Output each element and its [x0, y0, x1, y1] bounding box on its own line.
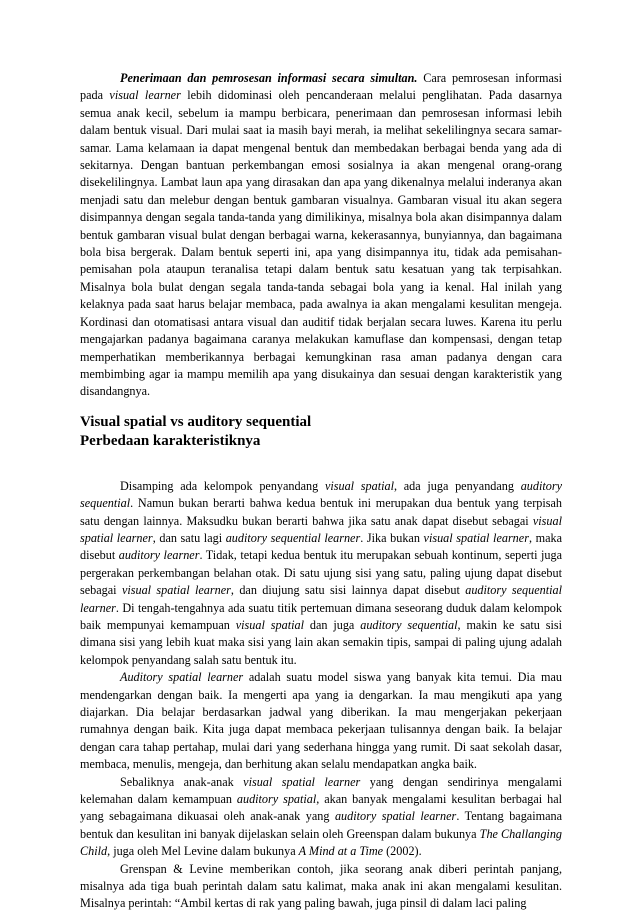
spacer: [80, 451, 562, 478]
section-subheading: Perbedaan karakteristiknya: [80, 432, 261, 449]
paragraph-auditory-learner: Auditory spatial learner adalah suatu model siswa yang banyak kita temui. Dia mau mendengarkan dengan baik. Ia mengerti apa yang ia dengarkan. Ia mau mengikuti apa yang diajarkan. Dia belajar berdasarkan jadwal yang diberikan. Ia mau mengerjakan pekerjaan rumahnya dengan baik. Kita juga dapat membaca pekerjaan tulisannya dengan baik. Ia belajar dengan cara tahap pertahap, mulai dari yang sederhana hingga yang rumit. Di saat sekolah dasar, membaca, menulis, mengeja, dan berhitung akan selalu mendapatkan angka baik.: [80, 670, 562, 772]
paragraph-continuum: Disamping ada kelompok penyandang visual spatial, ada juga penyandang auditory sequential. Namun bukan berarti bahwa kedua bentuk ini merupakan dua bentuk yang terpisah satu dengan lainnya. Maksudku bukan berarti bahwa jika satu anak dapat disebut sebagai visual spatial learner, dan satu lagi auditory sequential learner. Jika bukan visual spatial learner, maka disebut auditory learner. Tidak, tetapi kedua bentuk itu merupakan sebuah kontinum, seperti juga pergerakan perkembangan belahan otak. Di satu ujung sisi yang satu, paling ujung dapat disebut sebagai visual spatial learner, dan diujung satu sisi lainnya dapat disebut auditory sequential learner. Di tengah-tengahnya ada suatu titik pertemuan dimana seseorang duduk dalam kelompok baik mempunyai kemampuan visual spatial dan juga auditory sequential, makin ke satu sisi dimana sisi yang lebih kuat maka sisi yang lain akan semakin tipis, sampai di paling ujung adalah kelompok penyandang salah satu bentuk itu.: [80, 478, 563, 667]
document-page: [80, 70, 562, 913]
paragraph-lead-phrase: Penerimaan dan pemrosesan informasi secara simultan.: [120, 71, 418, 85]
paragraph-greenspan-levine: Grenspan & Levine memberikan contoh, jika seorang anak diberi perintah panjang, misalnya ada tiga buah perintah dalam satu kalimat, maka anak ini akan mengalami kesulitan. Misalnya perintah: “Ambil kertas di rak yang paling bawah, juga pinsil di dalam laci paling: [80, 861, 562, 911]
section-heading: Visual spatial vs auditory sequential: [80, 413, 312, 430]
paragraph-simultaneous-processing: Penerimaan dan pemrosesan informasi secara simultan. Cara pemrosesan informasi pada visual learner lebih didominasi oleh pencanderaan melalui penglihatan. Pada dasarnya semua anak kecil, sebelum ia mampu berbicara, penerimaan dan pemrosesan informasi lebih dalam bentuk visual. Dari mulai saat ia masih bayi merah, ia melihat sekelilingnya secara samar-samar. Lama kelamaan ia dapat mengenal bentuk dan membedakan berbagai benda yang ada di sekitarnya. Dengan bantuan perkembangan emosi sosialnya ia akan mengenal orang-orang disekelilingnya. Lambat laun apa yang dirasakan dan apa yang dikenalnya melalui inderanya akan menjadi satu dan melebur dengan bentuk gambaran visualnya. Gambaran visual itu akan segera disimpannya dengan segala tanda-tanda yang dimilikinya, misalnya bola akan disimpannya dalam bentuk gambaran visual bulat dengan berbagai warna, kekerasannya, bunyiannya, dan bagaimana bola bisa bergerak. Dalam bentuk seperti ini, apa yang disimpannya itu, tidak ada pemisahan-pemisahan pola ataupun teranalisa tetapi dalam bentuk satu kesatuan yang tak terpisahkan. Misalnya bola bulat dengan segala tanda-tanda sebagai bola yang ia kenal. Hal inilah yang kelaknya pada saat harus belajar membaca, pada awalnya ia akan mengalami kesulitan mengeja. Kordinasi dan otomatisasi antara visual dan auditif tidak berjalan secara luwes. Karena itu perlu mengajarkan padanya bagaimana caranya melakukan kamuflase dan kompensasi, dengan tetap memperhatikan memberikannya berbagai kemungkinan rasa aman padanya dengan cara membimbing agar ia mampu memilih apa yang disukainya dan sesuai dengan karakteristik yang disandangnya.: [80, 71, 562, 399]
paragraph-visual-learner-weakness: Sebaliknya anak-anak visual spatial learner yang dengan sendirinya mengalami kelemahan dalam kemampuan auditory spatial, akan banyak mengalami kesulitan berbagai hal yang sebagaimana dikuasai oleh anak-anak yang auditory spatial learner. Tentang bagaimana bentuk dan kesulitan ini banyak dijelaskan selain oleh Greenspan dalam bukunya The Challanging Child, juga oleh Mel Levine dalam bukunya A Mind at a Time (2002).: [80, 774, 563, 859]
